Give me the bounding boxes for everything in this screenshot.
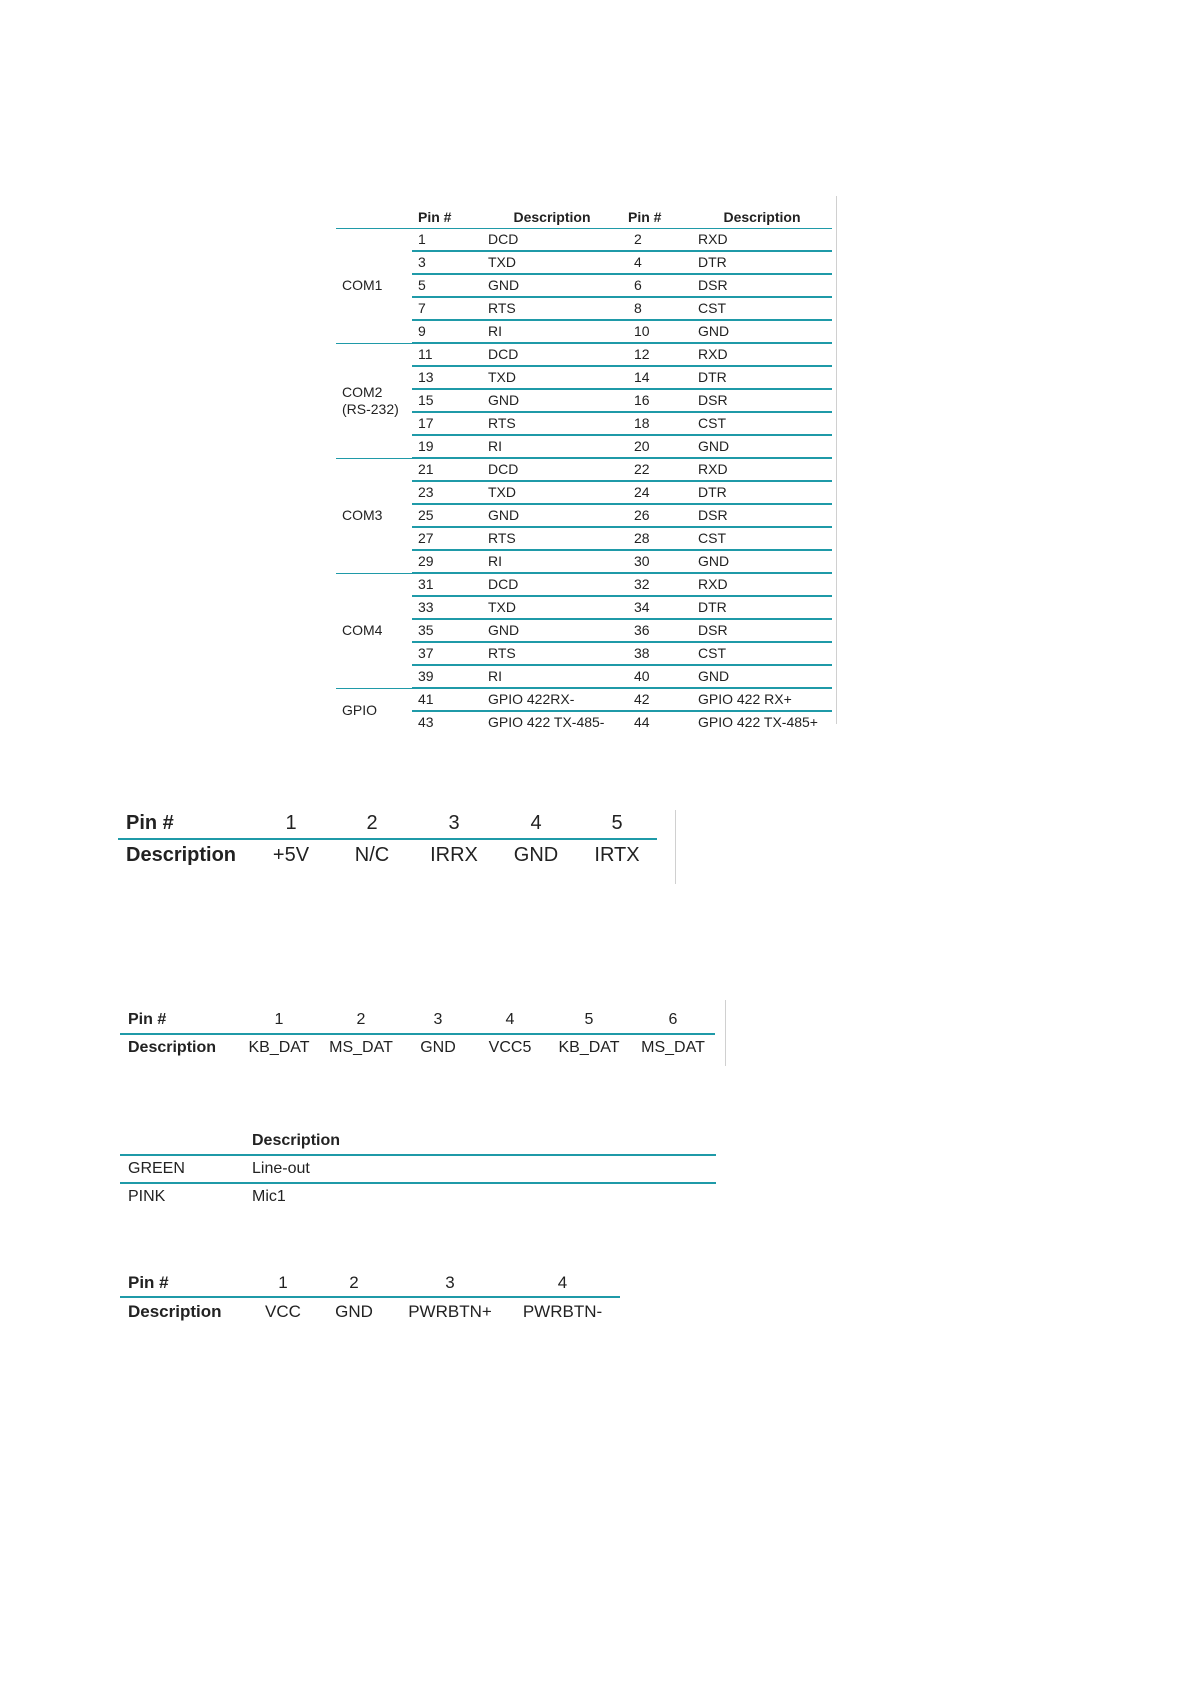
pin-cell: 4 bbox=[473, 1007, 547, 1034]
pin-number-cell: 28 bbox=[622, 527, 692, 550]
pin-cell: 1 bbox=[239, 1007, 319, 1034]
table-row bbox=[336, 573, 832, 596]
description-cell: PWRBTN- bbox=[522, 1301, 603, 1321]
pin-cell: 5 bbox=[577, 808, 657, 839]
description-cell: CST bbox=[692, 412, 832, 435]
description-row bbox=[120, 1034, 715, 1061]
pin-number-cell: 11 bbox=[412, 343, 482, 366]
pin-number-cell: 5 bbox=[412, 274, 482, 297]
table-row bbox=[336, 688, 832, 711]
description-cell: +5V bbox=[272, 843, 310, 866]
description-cell: GPIO 422 RX+ bbox=[692, 688, 832, 711]
pin-number-cell: 38 bbox=[622, 642, 692, 665]
pin-number-cell: 30 bbox=[622, 550, 692, 573]
kbms-pin-table bbox=[120, 1007, 715, 1061]
pin-label: Pin # bbox=[120, 1007, 239, 1034]
pin-number-cell: 43 bbox=[418, 714, 434, 730]
description-cell: TXD bbox=[482, 366, 622, 389]
pin-cell: 6 bbox=[631, 1007, 715, 1034]
header-pin-1: Pin # bbox=[412, 206, 482, 229]
description-cell: CST bbox=[692, 527, 832, 550]
description-cell: GPIO 422 TX-485+ bbox=[698, 714, 818, 730]
jack-color: PINK bbox=[128, 1188, 166, 1205]
description-cell: DTR bbox=[692, 596, 832, 619]
pin-cell: 3 bbox=[413, 808, 495, 839]
pin-number-cell: 12 bbox=[622, 343, 692, 366]
description-cell: DTR bbox=[692, 481, 832, 504]
group-label: COM4 bbox=[336, 573, 412, 688]
description-cell: GND bbox=[482, 619, 622, 642]
jack-description: Line-out bbox=[244, 1155, 716, 1183]
table-header-row bbox=[336, 206, 832, 229]
description-cell: GPIO 422RX- bbox=[482, 688, 622, 711]
header-pin-2: Pin # bbox=[622, 206, 692, 229]
pin-number-cell: 37 bbox=[412, 642, 482, 665]
header-description-1: Description bbox=[482, 206, 622, 229]
pin-number-cell: 26 bbox=[622, 504, 692, 527]
pin-number-cell: 42 bbox=[622, 688, 692, 711]
audio-row bbox=[120, 1155, 716, 1183]
com-pin-table bbox=[336, 206, 832, 733]
description-row bbox=[118, 839, 657, 870]
ir-pin-table bbox=[118, 808, 657, 870]
group-label: COM2 (RS-232) bbox=[336, 343, 412, 458]
color-header-cell bbox=[120, 1128, 244, 1155]
pin-number-cell: 17 bbox=[412, 412, 482, 435]
pin-number-cell: 6 bbox=[622, 274, 692, 297]
description-cell: VCC5 bbox=[488, 1039, 532, 1056]
pin-cell: 4 bbox=[505, 1269, 620, 1297]
pin-number-cell: 40 bbox=[622, 665, 692, 688]
description-cell: DCD bbox=[482, 573, 622, 596]
pin-number-cell: 27 bbox=[412, 527, 482, 550]
group-label: GPIO bbox=[342, 702, 378, 719]
description-cell: RXD bbox=[692, 229, 832, 252]
description-cell: DSR bbox=[692, 619, 832, 642]
pin-number-cell: 25 bbox=[412, 504, 482, 527]
pin-number-cell: 13 bbox=[412, 366, 482, 389]
audio-header-row bbox=[120, 1128, 716, 1155]
description-label: Description bbox=[128, 1039, 217, 1056]
description-label: Description bbox=[126, 843, 237, 866]
description-cell: RXD bbox=[692, 458, 832, 481]
pin-number-cell: 36 bbox=[622, 619, 692, 642]
description-cell: GND bbox=[692, 550, 832, 573]
pin-row bbox=[118, 808, 657, 839]
description-cell: CST bbox=[692, 642, 832, 665]
group-header-cell bbox=[336, 206, 412, 229]
description-cell: RTS bbox=[482, 412, 622, 435]
description-cell: KB_DAT bbox=[248, 1039, 310, 1056]
pin-cell: 1 bbox=[251, 808, 331, 839]
description-cell: MS_DAT bbox=[641, 1039, 705, 1056]
pin-number-cell: 29 bbox=[412, 550, 482, 573]
description-cell: IRTX bbox=[594, 843, 640, 866]
pin-number-cell: 4 bbox=[622, 251, 692, 274]
pin-row bbox=[120, 1007, 715, 1034]
pin-row bbox=[120, 1269, 620, 1297]
pin-cell: 2 bbox=[331, 808, 413, 839]
description-cell: TXD bbox=[482, 596, 622, 619]
pin-cell: 3 bbox=[395, 1269, 505, 1297]
description-cell: GND bbox=[513, 843, 559, 866]
power-button-pin-table bbox=[120, 1269, 620, 1325]
pin-number-cell: 23 bbox=[412, 481, 482, 504]
pin-number-cell: 31 bbox=[412, 573, 482, 596]
pin-number-cell: 33 bbox=[412, 596, 482, 619]
pin-number-cell: 41 bbox=[412, 688, 482, 711]
pin-number-cell: 22 bbox=[622, 458, 692, 481]
pin-number-cell: 3 bbox=[412, 251, 482, 274]
pin-cell: 3 bbox=[403, 1007, 473, 1034]
pin-number-cell: 19 bbox=[412, 435, 482, 458]
description-cell: N/C bbox=[354, 843, 390, 866]
description-cell: DCD bbox=[482, 458, 622, 481]
pin-label: Pin # bbox=[118, 808, 251, 839]
description-label: Description bbox=[128, 1301, 222, 1321]
description-cell: IRRX bbox=[430, 843, 478, 866]
description-cell: DCD bbox=[482, 229, 622, 252]
pin-number-cell: 21 bbox=[412, 458, 482, 481]
header-description-2: Description bbox=[692, 206, 832, 229]
description-cell: GND bbox=[692, 320, 832, 343]
description-cell: RI bbox=[482, 665, 622, 688]
pin-number-cell: 24 bbox=[622, 481, 692, 504]
group-label: COM3 bbox=[336, 458, 412, 573]
description-cell: KB_DAT bbox=[558, 1039, 620, 1056]
description-cell: MS_DAT bbox=[329, 1039, 393, 1056]
pin-number-cell: 7 bbox=[412, 297, 482, 320]
description-cell: GND bbox=[482, 389, 622, 412]
jack-description: Mic1 bbox=[252, 1188, 286, 1205]
description-cell: RTS bbox=[482, 642, 622, 665]
description-cell: RI bbox=[482, 550, 622, 573]
pin-number-cell: 14 bbox=[622, 366, 692, 389]
pin-cell: 5 bbox=[547, 1007, 631, 1034]
description-cell: VCC bbox=[265, 1301, 301, 1321]
description-cell: DTR bbox=[692, 366, 832, 389]
table-row bbox=[336, 343, 832, 366]
audio-row bbox=[120, 1183, 716, 1210]
table-row bbox=[336, 458, 832, 481]
description-header: Description bbox=[244, 1128, 716, 1155]
pin-number-cell: 15 bbox=[412, 389, 482, 412]
description-cell: CST bbox=[692, 297, 832, 320]
pin-label: Pin # bbox=[120, 1269, 253, 1297]
description-cell: PWRBTN+ bbox=[408, 1301, 492, 1321]
pin-number-cell: 9 bbox=[412, 320, 482, 343]
description-cell: TXD bbox=[482, 481, 622, 504]
description-cell: RI bbox=[482, 320, 622, 343]
description-cell: RTS bbox=[482, 297, 622, 320]
pin-number-cell: 8 bbox=[622, 297, 692, 320]
description-cell: GND bbox=[482, 274, 622, 297]
pin-cell: 1 bbox=[253, 1269, 313, 1297]
pin-cell: 2 bbox=[313, 1269, 395, 1297]
description-cell: RI bbox=[482, 435, 622, 458]
pin-cell: 4 bbox=[495, 808, 577, 839]
pin-number-cell: 1 bbox=[412, 229, 482, 252]
table-row bbox=[336, 229, 832, 252]
description-cell: GND bbox=[420, 1039, 456, 1056]
description-cell: DSR bbox=[692, 274, 832, 297]
jack-color: GREEN bbox=[120, 1155, 244, 1183]
description-cell: GND bbox=[335, 1301, 373, 1321]
description-cell: GND bbox=[482, 504, 622, 527]
pin-number-cell: 2 bbox=[622, 229, 692, 252]
description-cell: GND bbox=[692, 435, 832, 458]
description-cell: DSR bbox=[692, 389, 832, 412]
pin-number-cell: 44 bbox=[634, 714, 650, 730]
description-cell: DTR bbox=[692, 251, 832, 274]
description-cell: TXD bbox=[482, 251, 622, 274]
description-cell: RXD bbox=[692, 343, 832, 366]
description-cell: RTS bbox=[482, 527, 622, 550]
pin-number-cell: 32 bbox=[622, 573, 692, 596]
pin-number-cell: 16 bbox=[622, 389, 692, 412]
pin-number-cell: 35 bbox=[412, 619, 482, 642]
audio-jack-table bbox=[120, 1128, 716, 1210]
description-cell: RXD bbox=[692, 573, 832, 596]
description-cell: DSR bbox=[692, 504, 832, 527]
pin-number-cell: 18 bbox=[622, 412, 692, 435]
pin-number-cell: 10 bbox=[622, 320, 692, 343]
pin-number-cell: 20 bbox=[622, 435, 692, 458]
description-cell: GND bbox=[692, 665, 832, 688]
pin-number-cell: 39 bbox=[412, 665, 482, 688]
pin-cell: 2 bbox=[319, 1007, 403, 1034]
description-cell: GPIO 422 TX-485- bbox=[488, 714, 605, 730]
description-cell: DCD bbox=[482, 343, 622, 366]
group-label: COM1 bbox=[336, 229, 412, 344]
description-row bbox=[120, 1297, 620, 1325]
pin-number-cell: 34 bbox=[622, 596, 692, 619]
